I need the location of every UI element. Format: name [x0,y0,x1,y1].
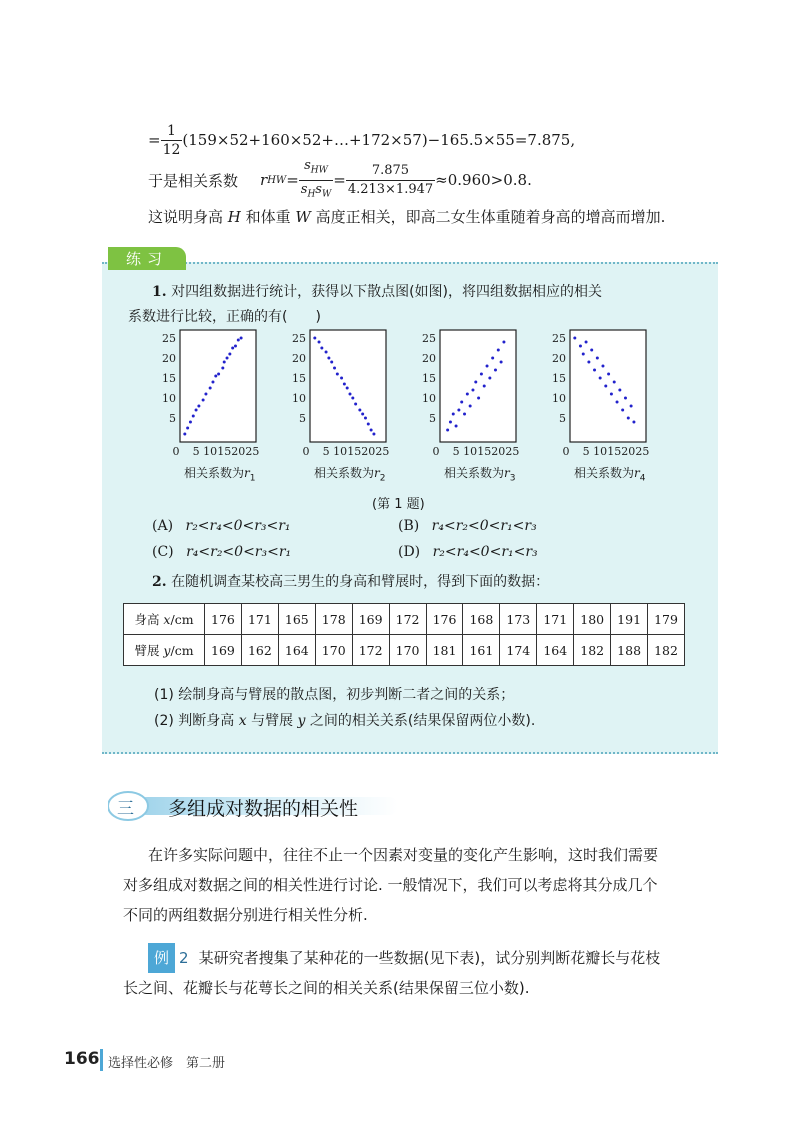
x-tick-label: 15 [607,445,622,458]
x-tick-label: 5 [582,445,590,458]
book-title: 选择性必修 第二册 [108,1056,226,1071]
sub-question-1 [154,684,514,704]
scatter-point [587,361,590,364]
fraction-values [346,162,435,199]
scatter-point [189,421,192,424]
y-tick-label: 10 [292,392,306,405]
row2-unit: /cm [170,643,194,658]
y-tick-label: 20 [552,352,566,365]
y-tick-label: 5 [169,412,176,425]
example-2 [148,943,660,973]
plot-label-text: 相关系数为 [574,466,635,480]
plot-label-sub: 2 [379,473,386,484]
scatter-point [469,405,472,408]
scatter-point [607,373,610,376]
scatter-point [455,425,458,428]
q1-number: 1. [152,284,167,300]
plot-label-sub: 1 [249,473,256,484]
scatter-point [349,393,352,396]
table-cell-height: 171 [537,604,574,635]
sub2-y: y [297,713,306,729]
table-cell-height: 172 [389,604,426,635]
option-c-label: (C) [152,544,174,560]
y-tick-label: 20 [162,352,176,365]
x-tick-label: 10 [593,445,608,458]
f2-num: 7.875 [346,162,435,181]
scatter-point [320,347,323,350]
para-line-1: 在许多实际问题中，往往不止一个因素对变量的变化产生影响，这时我们需要 [148,846,659,864]
scatter-point [240,337,243,340]
corr-lead: 于是相关系数 [148,171,239,190]
plot-frame [440,330,516,442]
y-tick-label: 10 [422,392,436,405]
scatter-point [618,389,621,392]
table-row [124,635,685,666]
scatter-point [486,365,489,368]
scatter-point [449,421,452,424]
scatter-point [223,361,226,364]
scatter-point [585,341,588,344]
plot-label-text: 相关系数为 [444,466,505,480]
var-W: W [295,208,311,226]
option-b-expr: r₄<r₂<0<r₁<r₃ [431,518,537,534]
frac-num: 1 [161,122,183,141]
table-cell-height: 171 [241,604,278,635]
table-cell-armspan: 182 [648,635,685,666]
option-b[interactable] [398,518,537,534]
scatter-point [354,403,357,406]
scatter-plot-3 [412,324,528,462]
table-cell-armspan: 188 [611,635,648,666]
scatter-point [483,385,486,388]
scatter-point [474,381,477,384]
scatter-point [452,413,455,416]
scatter-point [596,357,599,360]
row-header-armspan [124,635,205,666]
formula-body: (159×52+160×52+…+172×57)−165.5×55=7.875, [182,131,576,149]
x-tick-label: 0 [172,445,180,458]
scatter-plot-4 [542,324,658,462]
option-c[interactable] [152,544,291,560]
scatter-plot-2 [282,324,398,462]
example-number: 2 [179,949,189,967]
table-cell-height: 176 [426,604,463,635]
table-cell-armspan: 182 [574,635,611,666]
q2-line [152,571,549,591]
formula-line [148,120,575,160]
scatter-point [630,405,633,408]
row1-label: 身高 [134,612,164,627]
y-tick-label: 25 [422,332,436,345]
scatter-point [601,365,604,368]
scatter-point [500,361,503,364]
scatter-plot-1 [152,324,268,462]
q2-text: 在随机调查某校高三男生的身高和臂展时，得到下面的数据： [171,574,550,590]
sub2-a: (2) 判断身高 [154,713,239,729]
scatter-point [502,341,505,344]
table-cell-height: 180 [574,604,611,635]
table-cell-armspan: 170 [389,635,426,666]
para-block [123,870,658,930]
plot-label-2 [314,464,386,483]
x-tick-label: 10 [203,445,218,458]
scatter-point [621,409,624,412]
figure-caption: (第 1 题) [372,497,425,512]
scatter-point [313,337,316,340]
page-number: 166 [64,1049,100,1069]
r-sub: HW [267,174,287,186]
scatter-point [325,351,328,354]
y-tick-label: 10 [552,392,566,405]
fraction-one-twelfth [161,122,183,159]
y-tick-label: 20 [292,352,306,365]
r-symbol: r [260,171,268,189]
y-tick-label: 25 [162,332,176,345]
x-tick-label: 15 [477,445,492,458]
eq-2: = [333,171,346,189]
option-a-expr: r₂<r₄<0<r₃<r₁ [185,518,291,534]
scatter-point [197,405,200,408]
y-tick-label: 5 [299,412,306,425]
scatter-point [616,401,619,404]
x-tick-label: 25 [375,445,390,458]
frac-den: 12 [162,141,181,158]
plot-label-4 [574,464,646,483]
scatter-point [590,349,593,352]
sub2-b: 与臂展 [246,713,298,729]
q1-line1 [152,281,602,301]
scatter-point [460,401,463,404]
y-tick-label: 5 [559,412,566,425]
scatter-point [228,353,231,356]
x-tick-label: 20 [621,445,636,458]
scatter-point [480,373,483,376]
scatter-point [192,415,195,418]
para-line-2: 对多组成对数据之间的相关性进行讨论. 一般情况下，我们可以考虑将其分成几个 [123,876,658,894]
table-cell-height: 176 [205,604,242,635]
x-tick-label: 0 [432,445,440,458]
scatter-point [372,433,375,436]
x-tick-label: 15 [347,445,362,458]
y-tick-label: 25 [292,332,306,345]
scatter-point [573,337,576,340]
y-tick-label: 5 [429,412,436,425]
scatter-point [237,339,240,342]
height-armspan-table [123,603,685,666]
plot-label-text: 相关系数为 [314,466,375,480]
x-tick-label: 10 [333,445,348,458]
option-d-expr: r₂<r₄<0<r₁<r₃ [432,544,538,560]
sub-question-2 [154,710,535,730]
row1-unit: /cm [170,612,194,627]
footer-divider [100,1049,103,1071]
example-line-2: 长之间、花瓣长与花萼长之间的相关关系(结果保留三位小数). [123,979,530,997]
sub2-c: 之间的相关关系(结果保留两位小数). [305,713,536,729]
scatter-point [593,369,596,372]
conclusion-b: 和体重 [240,208,296,226]
scatter-point [202,399,205,402]
scatter-point [610,393,613,396]
sub1-text: (1) 绘制身高与臂展的散点图，初步判断二者之间的关系； [154,687,515,703]
table-cell-height: 178 [315,604,352,635]
table-cell-armspan: 170 [315,635,352,666]
s-den-a: s [300,181,308,197]
scatter-point [195,409,198,412]
plot-frame [180,330,256,442]
scatter-point [336,373,339,376]
x-tick-label: 5 [322,445,330,458]
scatter-point [582,353,585,356]
plot-label-sub: 3 [509,473,516,484]
plot-label-r: r [504,466,510,480]
sub2-x: x [238,713,247,729]
y-tick-label: 15 [422,372,436,385]
plot-label-r: r [374,466,380,480]
table-cell-height: 168 [463,604,500,635]
q1-text1: 对四组数据进行统计，获得以下散点图(如图)，将四组数据相应的相关 [171,284,603,300]
row2-var: y [163,643,171,658]
table-cell-height: 179 [648,604,685,635]
table-cell-armspan: 164 [537,635,574,666]
q1-line2 [128,306,321,326]
x-tick-label: 15 [217,445,232,458]
scatter-point [211,381,214,384]
conclusion-a: 这说明身高 [148,208,228,226]
option-a[interactable] [152,518,291,534]
scatter-point [497,349,500,352]
scatter-point [599,377,602,380]
table-cell-height: 191 [611,604,648,635]
example-line-1: 某研究者搜集了某种花的一些数据(见下表)，试分别判断花瓣长与花枝 [198,949,661,967]
scatter-point [604,385,607,388]
table-cell-height: 169 [352,604,389,635]
scatter-point [343,383,346,386]
section-title: 多组成对数据的相关性 [168,798,359,820]
scatter-point [186,427,189,430]
s-den-b-sub: W [321,189,332,200]
scatter-point [624,397,627,400]
s-den-a-sub: H [307,189,316,200]
conclusion-c: 高度正相关，即高二女生体重随着身高的增高而增加. [310,208,666,226]
scatter-point [327,357,330,360]
x-tick-label: 0 [562,445,570,458]
scatter-point [231,347,234,350]
scatter-point [364,417,367,420]
practice-tag: 练习 [108,247,186,270]
option-b-label: (B) [398,518,420,534]
scatter-point [351,397,354,400]
plot-label-1 [184,464,256,483]
scatter-point [214,375,217,378]
row2-label: 臂展 [134,643,164,658]
table-cell-armspan: 162 [241,635,278,666]
scatter-point [446,429,449,432]
table-cell-height: 173 [500,604,537,635]
plot-label-3 [444,464,516,483]
y-tick-label: 15 [292,372,306,385]
f2-den: 4.213×1.947 [347,181,434,197]
scatter-point [632,421,635,424]
scatter-point [367,423,370,426]
scatter-point [340,377,343,380]
scatter-point [346,387,349,390]
plot-label-text: 相关系数为 [184,466,245,480]
x-tick-label: 20 [491,445,506,458]
scatter-point [491,357,494,360]
example-line-2-wrap [123,973,529,1003]
scatter-point [494,369,497,372]
fraction-s [299,157,333,203]
corr-result: ≈0.960>0.8. [435,171,532,189]
q1-text2: 系数进行比较，正确的有( ) [128,309,321,325]
scatter-point [579,345,582,348]
scatter-point [627,417,630,420]
scatter-point [457,409,460,412]
table-cell-armspan: 172 [352,635,389,666]
scatter-point [330,361,333,364]
scatter-point [370,429,373,432]
option-c-expr: r₄<r₂<0<r₃<r₁ [186,544,292,560]
y-tick-label: 25 [552,332,566,345]
conclusion-line [148,206,665,230]
eq-1: = [286,171,299,189]
y-tick-label: 15 [162,372,176,385]
table-cell-armspan: 181 [426,635,463,666]
x-tick-label: 10 [463,445,478,458]
scatter-point [234,345,237,348]
correlation-line [148,158,532,202]
scatter-point [471,389,474,392]
x-tick-label: 5 [192,445,200,458]
scatter-point [463,413,466,416]
x-tick-label: 25 [635,445,650,458]
y-tick-label: 15 [552,372,566,385]
var-H: H [227,208,241,226]
scatter-point [217,373,220,376]
option-d[interactable] [398,544,538,560]
plot-label-r: r [634,466,640,480]
scatter-point [613,381,616,384]
scatter-point [204,393,207,396]
s-num-sub: HW [310,165,328,176]
x-tick-label: 20 [231,445,246,458]
x-tick-label: 5 [452,445,460,458]
q2-number: 2. [152,574,167,590]
table-cell-armspan: 169 [205,635,242,666]
plot-label-r: r [244,466,250,480]
scatter-point [466,393,469,396]
x-tick-label: 25 [245,445,260,458]
table-cell-height: 165 [278,604,315,635]
scatter-point [488,377,491,380]
option-a-label: (A) [152,518,174,534]
x-tick-label: 20 [361,445,376,458]
section-number: 三 [117,799,134,819]
x-tick-label: 25 [505,445,520,458]
scatter-point [183,433,186,436]
table-cell-armspan: 161 [463,635,500,666]
scatter-point [209,387,212,390]
table-cell-armspan: 174 [500,635,537,666]
y-tick-label: 10 [162,392,176,405]
table-row [124,604,685,635]
plot-label-sub: 4 [639,473,646,484]
scatter-point [333,367,336,370]
table-cell-armspan: 164 [278,635,315,666]
scatter-point [221,367,224,370]
scatter-point [318,341,321,344]
s-num: s [304,157,311,173]
section-paragraph [148,840,658,870]
scatter-point [226,357,229,360]
scatter-point [477,397,480,400]
row-header-height [124,604,205,635]
row1-var: x [163,612,171,627]
formula-eq: = [148,131,161,149]
scatter-point [361,413,364,416]
x-tick-label: 0 [302,445,310,458]
s-den-b: s [315,181,322,197]
example-badge: 例 [148,943,175,973]
option-d-label: (D) [398,544,421,560]
y-tick-label: 20 [422,352,436,365]
para-line-3: 不同的两组数据分别进行相关性分析. [123,906,368,924]
scatter-point [358,409,361,412]
